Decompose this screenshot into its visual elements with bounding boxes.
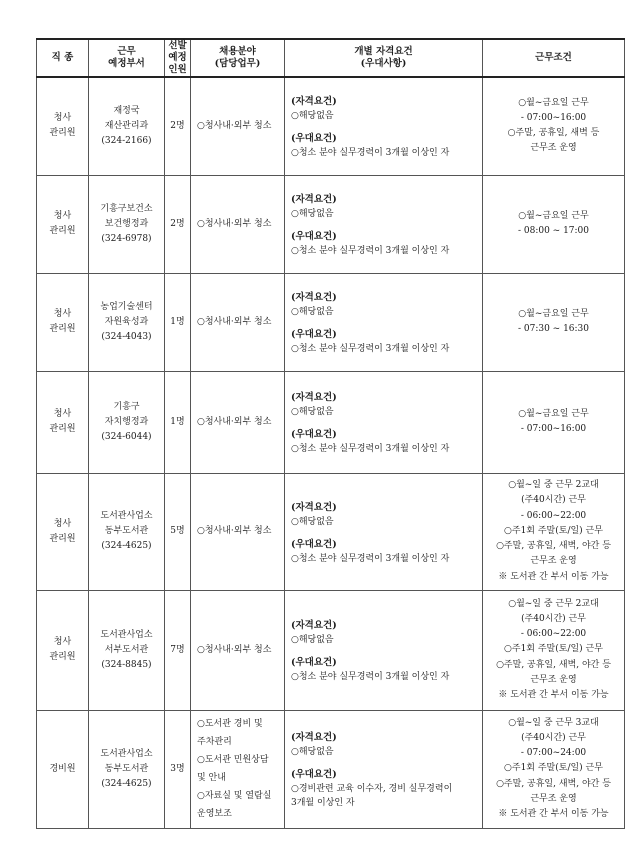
job-type-cell: 청사 관리원 [37,273,89,371]
requirements-cell [285,77,483,175]
preference-heading: (우대요건) [291,231,337,242]
headcount-cell: 1명 [165,273,191,371]
job-type-cell: 청사 관리원 [37,590,89,710]
table-row [37,273,625,371]
dept-cell: 도서관사업소 서부도서관 (324-8845) [89,590,165,710]
header-dept: 근무 예정부서 [89,39,165,77]
requirements-cell [285,710,483,828]
dept-cell: 도서관사업소 동부도서관 (324-4625) [89,710,165,828]
conditions-cell: ○월~일 중 근무 3교대 (주40시간) 근무 - 07:00~24:00 ○주1회 주말(토/일) 근무 ○주말, 공휴일, 새벽, 야간 등 근무조 운영 ※ 도서관 간 부서 이동 가능 [483,710,625,828]
preference-value: ○청소 분야 실무경력이 3개월 이상인 자 [291,444,450,454]
preference-value: ○청소 분야 실무경력이 3개월 이상인 자 [291,553,450,564]
header-headcount: 선발 예정 인원 [165,39,191,77]
header-requirements: 개별 자격요건 (우대사항) [285,39,483,77]
conditions-cell: ○월~금요일 근무 - 07:00~16:00 [483,371,625,473]
preference-heading: (우대요건) [291,538,337,550]
duty-cell: ○청사내·외부 청소 [191,473,285,590]
table-row [37,473,625,590]
qualification-value: ○해당없음 [291,747,334,757]
headcount-cell: 2명 [165,175,191,273]
qualification-heading: (자격요건) [291,292,337,303]
job-type-cell: 청사 관리원 [37,77,89,175]
preference-value: ○청소 분야 실무경력이 3개월 이상인 자 [291,246,450,256]
preference-heading: (우대요건) [291,329,337,340]
conditions-cell: ○월~일 중 근무 2교대 (주40시간) 근무 - 06:00~22:00 ○주1회 주말(토/일) 근무 ○주말, 공휴일, 새벽, 야간 등 근무조 운영 ※ 도서관 간 부서 이동 가능 [483,590,625,710]
header-field: 채용분야 (담당업무) [191,39,285,77]
job-type-cell: 청사 관리원 [37,473,89,590]
preference-value: ○경비관련 교육 이수자, 경비 실무경력이 3개월 이상인 자 [291,784,453,808]
table-row [37,175,625,273]
preference-value: ○청소 분야 실무경력이 3개월 이상인 자 [291,148,450,159]
table-row [37,371,625,473]
requirements-cell [285,590,483,710]
header-job-type: 직 종 [37,39,89,77]
duty-cell: ○청사내·외부 청소 [191,77,285,175]
job-type-cell: 청사 관리원 [37,371,89,473]
conditions-cell: ○월~금요일 근무 - 07:00~16:00 ○주말, 공휴일, 새벽 등 근무조 운영 [483,77,625,175]
requirements-cell [285,273,483,371]
dept-cell: 농업기술센터 자원육성과 (324-4043) [89,273,165,371]
qualification-value: ○해당없음 [291,209,334,219]
header-row [37,39,625,77]
headcount-cell: 5명 [165,473,191,590]
qualification-value: ○해당없음 [291,307,334,317]
preference-heading: (우대요건) [291,657,337,668]
dept-cell: 기흥구 자치행정과 (324-6044) [89,371,165,473]
preference-value: ○청소 분야 실무경력이 3개월 이상인 자 [291,672,450,682]
duty-cell: ○청사내·외부 청소 [191,590,285,710]
qualification-heading: (자격요건) [291,732,337,743]
dept-cell: 도서관사업소 동부도서관 (324-4625) [89,473,165,590]
dept-cell: 재정국 재산관리과 (324-2166) [89,77,165,175]
recruitment-table [36,38,625,829]
duty-cell: ○도서관 경비 및 주차관리 ○도서관 민원상담 및 안내 ○자료실 및 열람실 운영보조 [191,710,285,828]
conditions-cell: ○월~일 중 근무 2교대 (주40시간) 근무 - 06:00~22:00 ○주1회 주말(토/일) 근무 ○주말, 공휴일, 새벽, 야간 등 근무조 운영 ※ 도서관 간 부서 이동 가능 [483,473,625,590]
table-row [37,710,625,828]
headcount-cell: 7명 [165,590,191,710]
job-type-cell: 경비원 [37,710,89,828]
qualification-value: ○해당없음 [291,635,334,645]
preference-value: ○청소 분야 실무경력이 3개월 이상인 자 [291,344,450,354]
qualification-heading: (자격요건) [291,620,337,631]
requirements-cell [285,175,483,273]
qualification-heading: (자격요건) [291,501,337,513]
preference-heading: (우대요건) [291,769,337,780]
qualification-heading: (자격요건) [291,392,337,403]
headcount-cell: 3명 [165,710,191,828]
dept-cell: 기흥구보건소 보건행정과 (324-6978) [89,175,165,273]
duty-cell: ○청사내·외부 청소 [191,175,285,273]
conditions-cell: ○월~금요일 근무 - 08:00 ~ 17:00 [483,175,625,273]
job-type-cell: 청사 관리원 [37,175,89,273]
headcount-cell: 1명 [165,371,191,473]
header-conditions: 근무조건 [483,39,625,77]
table-row [37,77,625,175]
preference-heading: (우대요건) [291,429,337,440]
headcount-cell: 2명 [165,77,191,175]
preference-heading: (우대요건) [291,133,337,145]
table-row [37,590,625,710]
qualification-heading: (자격요건) [291,96,337,108]
requirements-cell [285,371,483,473]
qualification-value: ○해당없음 [291,111,334,122]
duty-cell: ○청사내·외부 청소 [191,273,285,371]
qualification-value: ○해당없음 [291,407,334,417]
qualification-heading: (자격요건) [291,194,337,205]
requirements-cell [285,473,483,590]
qualification-value: ○해당없음 [291,516,334,527]
conditions-cell: ○월~금요일 근무 - 07:30 ~ 16:30 [483,273,625,371]
duty-cell: ○청사내·외부 청소 [191,371,285,473]
